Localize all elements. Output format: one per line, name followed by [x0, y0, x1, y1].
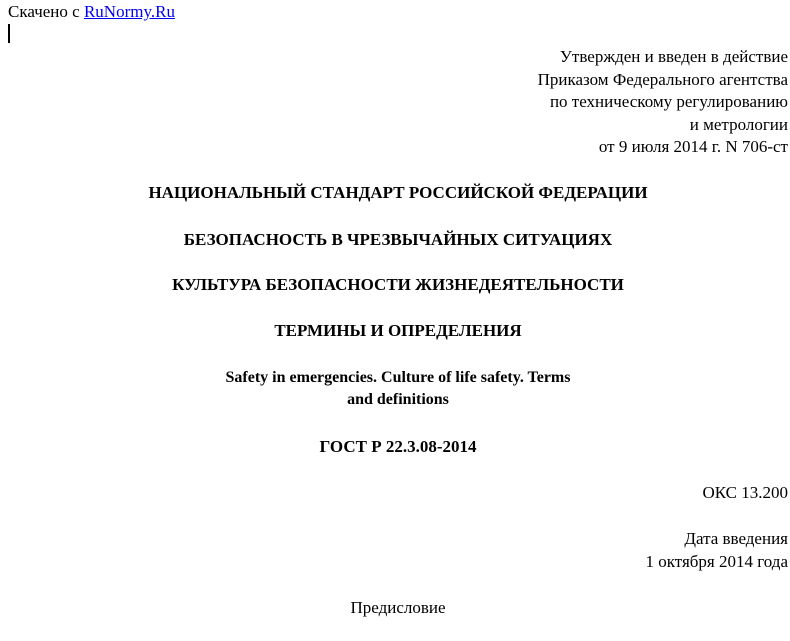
foreword-heading: Предисловие	[350, 598, 446, 617]
english-title-line-2: and definitions	[347, 391, 449, 408]
download-prefix: Скачено с	[8, 2, 80, 21]
gost-number: ГОСТ Р 22.3.08-2014	[319, 437, 477, 456]
national-standard-title: НАЦИОНАЛЬНЫЙ СТАНДАРТ РОССИЙСКОЙ ФЕДЕРАЦИИ	[148, 183, 648, 202]
intro-date-label: Дата введения	[684, 529, 788, 548]
intro-date-block	[645, 528, 788, 573]
life-safety-culture-title: КУЛЬТУРА БЕЗОПАСНОСТИ ЖИЗНЕДЕЯТЕЛЬНОСТИ	[172, 275, 624, 294]
approval-line: Утвержден и введен в действие	[559, 47, 788, 66]
english-title	[0, 367, 790, 411]
approval-line: от 9 июля 2014 г. N 706-ст	[598, 137, 788, 156]
download-source-line	[8, 2, 175, 22]
intro-date-value: 1 октября 2014 года	[645, 551, 788, 571]
approval-line: по техническому регулированию	[549, 92, 788, 111]
text-cursor	[8, 24, 10, 43]
approval-line: Приказом Федерального агентства	[537, 69, 788, 89]
approval-block	[538, 46, 788, 159]
terms-definitions-title: ТЕРМИНЫ И ОПРЕДЕЛЕНИЯ	[274, 321, 522, 340]
approval-line: и метрологии	[689, 114, 788, 134]
oks-code: ОКС 13.200	[702, 483, 788, 502]
safety-emergencies-title: БЕЗОПАСНОСТЬ В ЧРЕЗВЫЧАЙНЫХ СИТУАЦИЯХ	[183, 230, 613, 249]
source-link[interactable]: RuNormy.Ru	[83, 2, 175, 21]
english-title-line-1: Safety in emergencies. Culture of life safety. Terms	[225, 369, 571, 386]
